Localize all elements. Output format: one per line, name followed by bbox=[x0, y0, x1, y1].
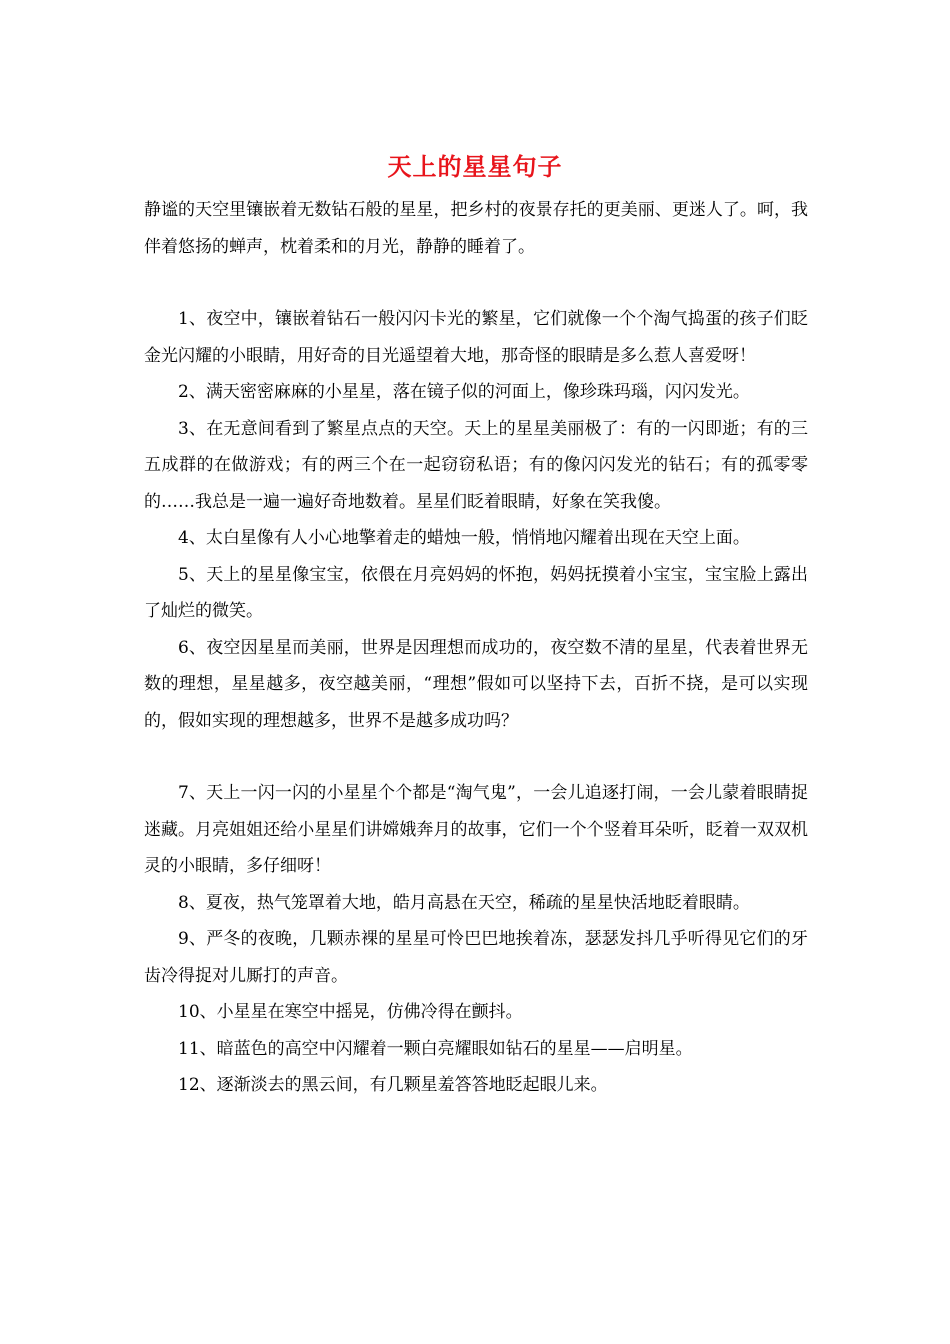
list-item: 10、小星星在寒空中摇晃，仿佛冷得在颤抖。 bbox=[178, 1002, 523, 1022]
document-title: 天上的星星句子 bbox=[387, 152, 563, 181]
document-body bbox=[144, 192, 808, 1104]
intro-paragraph: 静谧的天空里镶嵌着无数钻石般的星星，把乡村的夜景存托的更美丽、更迷人了。呵，我伴着悠扬的蝉声，枕着柔和的月光，静静的睡着了。 bbox=[144, 200, 808, 257]
list-item: 7、天上一闪一闪的小星星个个都是“淘气鬼”，一会儿追逐打闹，一会儿蒙着眼睛捉迷藏。月亮姐姐还给小星星们讲嫦娥奔月的故事，它们一个个竖着耳朵听，眨着一双双机灵的小眼睛，多仔细呀！ bbox=[144, 783, 808, 876]
list-item: 12、逐渐淡去的黑云间，有几颗星羞答答地眨起眼儿来。 bbox=[178, 1075, 608, 1095]
list-item: 6、夜空因星星而美丽，世界是因理想而成功的，夜空数不清的星星，代表着世界无数的理想，星星越多，夜空越美丽，“理想”假如可以坚持下去，百折不挠，是可以实现的，假如实现的理想越多，世界不是越多成功吗？ bbox=[144, 637, 808, 731]
list-item: 8、夏夜，热气笼罩着大地，皓月高悬在天空，稀疏的星星快活地眨着眼睛。 bbox=[178, 892, 750, 913]
list-item: 5、天上的星星像宝宝，依偎在月亮妈妈的怀抱，妈妈抚摸着小宝宝，宝宝脸上露出了灿烂的微笑。 bbox=[144, 564, 808, 621]
list-item: 2、满天密密麻麻的小星星，落在镜子似的河面上，像珍珠玛瑙，闪闪发光。 bbox=[178, 382, 750, 402]
list-item: 4、太白星像有人小心地擎着走的蜡烛一般，悄悄地闪耀着出现在天空上面。 bbox=[178, 528, 750, 548]
list-item: 3、在无意间看到了繁星点点的天空。天上的星星美丽极了：有的一闪即逝；有的三五成群的在做游戏；有的两三个在一起窃窃私语；有的像闪闪发光的钻石；有的孤零零的……我总是一遍一遍好奇地数着。星星们眨着眼睛，好象在笑我傻。 bbox=[144, 418, 808, 512]
list-item: 9、严冬的夜晚，几颗赤裸的星星可怜巴巴地挨着冻，瑟瑟发抖几乎听得见它们的牙齿冷得捉对儿厮打的声音。 bbox=[144, 929, 808, 986]
list-item: 1、夜空中，镶嵌着钻石一般闪闪卡光的繁星，它们就像一个个淘气捣蛋的孩子们眨金光闪耀的小眼睛，用好奇的目光遥望着大地，那奇怪的眼睛是多么惹人喜爱呀！ bbox=[144, 309, 808, 366]
list-item: 11、暗蓝色的高空中闪耀着一颗白亮耀眼如钻石的星星——启明星。 bbox=[178, 1038, 693, 1059]
